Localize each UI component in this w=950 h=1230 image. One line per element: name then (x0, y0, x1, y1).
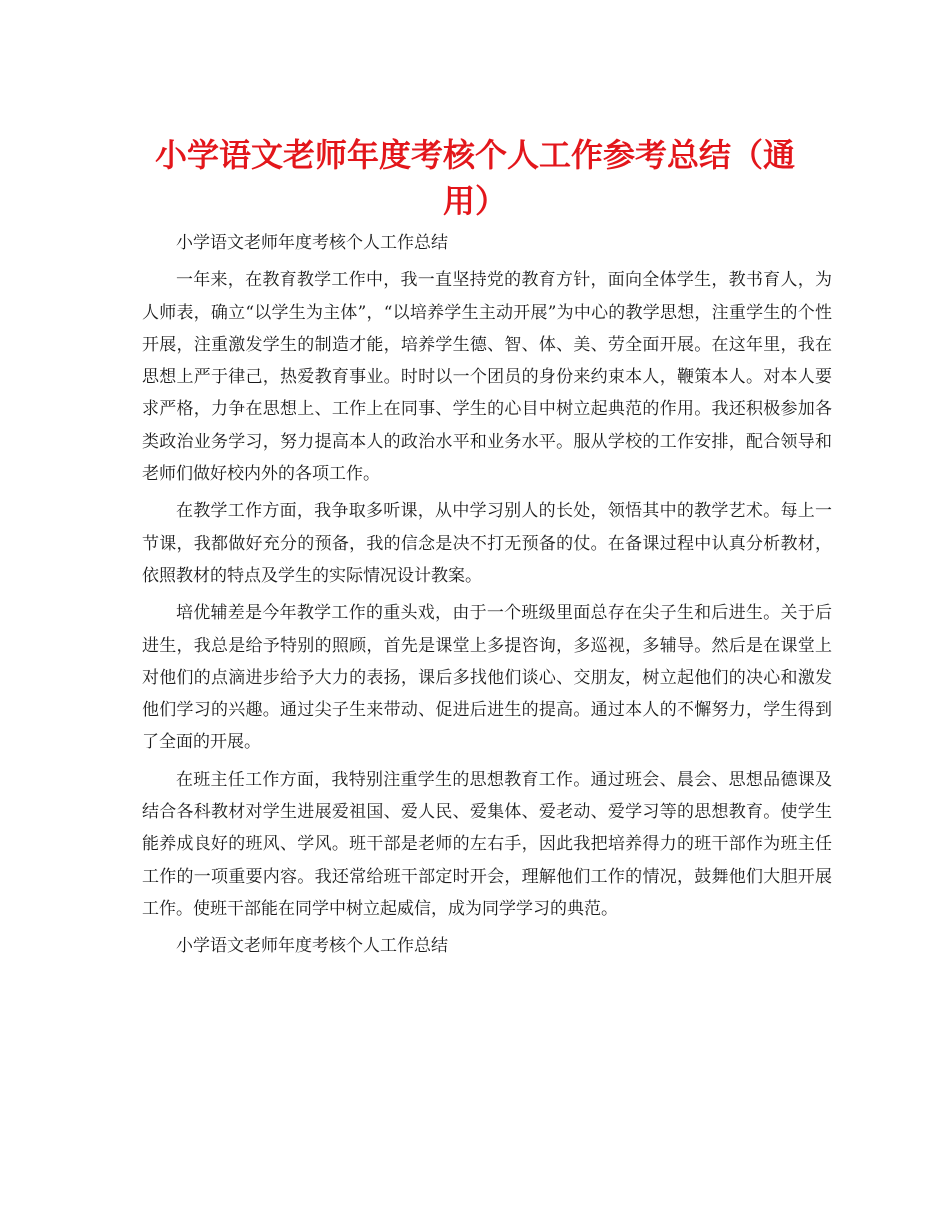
paragraph-teaching: 在教学工作方面，我争取多听课，从中学习别人的长处，领悟其中的教学艺术。每上一节课，我都做好充分的预备，我的信念是决不打无预备的仗。在备课过程中认真分析教材，依照教材的特点及学生的实际情况设计教案。 (142, 501, 832, 586)
paragraph-subtitle: 小学语文老师年度考核个人工作总结 (176, 233, 448, 253)
document-title: 小学语文老师年度考核个人工作参考总结（通用） (154, 136, 795, 220)
paragraph-class-teacher: 在班主任工作方面，我特别注重学生的思想教育工作。通过班会、晨会、思想品德课及结合各科教材对学生进展爱祖国、爱人民、爱集体、爱老动、爱学习等的思想教育。使学生能养成良好的班风、学风。班干部是老师的左右手，因此我把培养得力的班干部作为班主任工作的一项重要内容。我还常给班干部定时开会，理解他们工作的情况，鼓舞他们大胆开展工作。使班干部能在同学中树立起威信，成为同学学习的典范。 (142, 769, 832, 919)
paragraph-tutoring: 培优辅差是今年教学工作的重头戏，由于一个班级里面总存在尖子生和后进生。关于后进生，我总是给予特别的照顾，首先是课堂上多提咨询，多巡视，多辅导。然后是在课堂上对他们的点滴进步给予大力的表扬，课后多找他们谈心、交朋友，树立起他们的决心和激发他们学习的兴趣。通过尖子生来带动、促进后进生的提高。通过本人的不懈努力，学生得到了全面的开展。 (142, 603, 832, 753)
document-body (142, 227, 832, 968)
paragraph-intro: 一年来，在教育教学工作中，我一直坚持党的教育方针，面向全体学生，教书育人，为人师表，确立“以学生为主体”，“以培养学生主动开展”为中心的教学思想，注重学生的个性开展，注重激发学生的制造才能，培养学生德、智、体、美、劳全面开展。在这年里，我在思想上严于律己，热爱教育事业。时时以一个团员的身份来约束本人，鞭策本人。对本人要求严格，力争在思想上、工作上在同事、学生的心目中树立起典范的作用。我还积极参加各类政治业务学习，努力提高本人的政治水平和业务水平。服从学校的工作安排，配合领导和老师们做好校内外的各项工作。 (142, 270, 832, 485)
paragraph-subtitle-repeat: 小学语文老师年度考核个人工作总结 (176, 936, 448, 957)
